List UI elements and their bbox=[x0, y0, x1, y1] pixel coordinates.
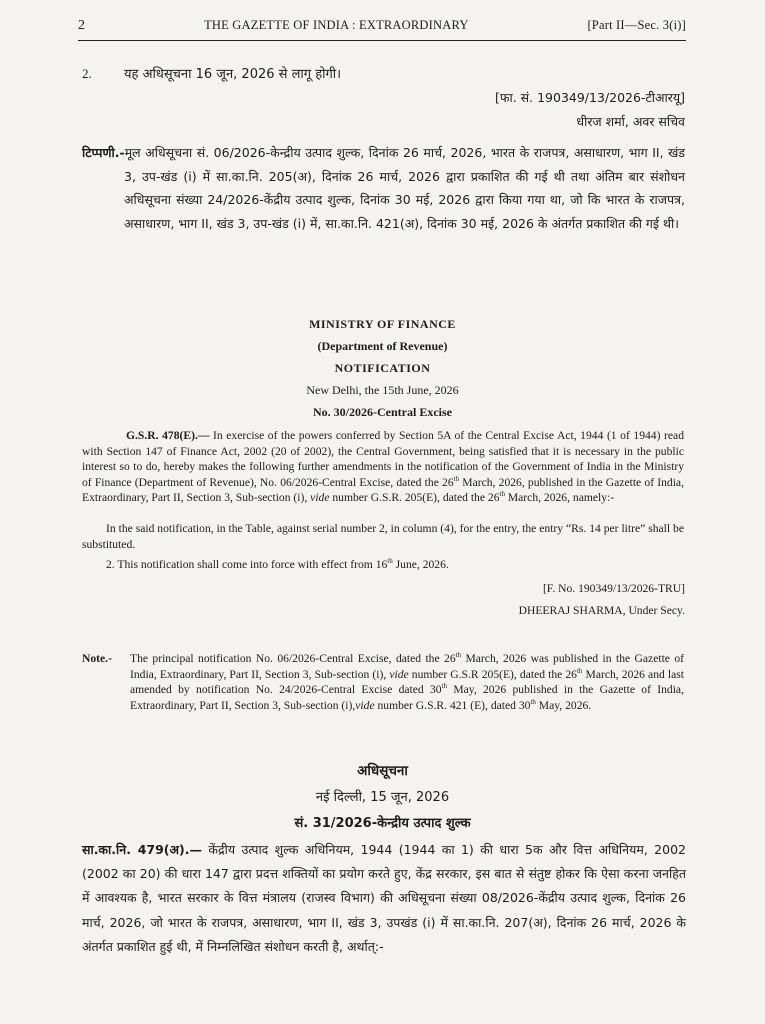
commencement-text: 2. This notification shall come into force with effect from 16 bbox=[106, 558, 388, 571]
gsr-text: In exercise of the powers conferred by Section 5A of the Central Excise Act, 1944 (1 of 1944) read with Section 147 of Finance Act, 2002 (20 of 2002), the Central Government, being satisfied that it is necessary in the public interest so to do, hereby makes the following further amendments in the notification of the Government of India in the Ministry of Finance (Department of Revenue), No. 06/2026-Central Excise, dated the 26 bbox=[82, 429, 684, 489]
hindi-notification-heading: अधिसूचना bbox=[357, 763, 408, 779]
page-number: 2 bbox=[78, 18, 86, 33]
vide-italic: vide bbox=[389, 667, 409, 681]
note-text: number G.S.R. 421 (E), dated 30 bbox=[374, 698, 531, 712]
hindi-gsr-text: केंद्रीय उत्पाद शुल्क अधिनियम, 1944 (1944 का 1) की धारा 5क और वित्त अधिनियम, 2002 (2002 का 20) की धारा 147 द्वारा प्रदत्त शक्तियों का प्रयोग करते हुए, केंद्र सरकार, इस बात से संतुष्ट होकर कि ऐसा करना जनहित में आवश्यक है, भारत सरकार के वित्त मंत्रालय (राजस्व विभाग) की अधिसूचना संख्या 08/2026-केंद्रीय उत्पाद शुल्क, दिनांक 26 मार्च, 2026, जो भारत के राजपत्र, असाधारण, भाग II, खंड 3, उपखंड (i) में सा.का.नि. 207(अ), दिनांक 26 मार्च, 2026 के अंतर्गत प्रकाशित हुई थी, में निम्नलिखित संशोधन करती है, अर्थात्:- bbox=[82, 842, 686, 954]
superscript: th bbox=[499, 490, 505, 499]
hindi-gsr-label: सा.का.नि. 479(अ).— bbox=[82, 842, 203, 857]
hindi-note-label: टिप्पणी.- bbox=[82, 145, 125, 160]
notification-date: New Delhi, the 15th June, 2026 bbox=[306, 383, 459, 397]
department-heading: (Department of Revenue) bbox=[317, 339, 448, 353]
gsr-text: number G.S.R. 205(E), dated the 26 bbox=[329, 491, 500, 504]
notification-heading: NOTIFICATION bbox=[334, 361, 431, 375]
vide-italic: vide bbox=[355, 698, 375, 712]
amendment-text: In the said notification, in the Table, against serial number 2, in column (4), for the entry, the entry “Rs. 14 per litre” shall be substituted. bbox=[82, 522, 684, 551]
gazette-title: THE GAZETTE OF INDIA : EXTRAORDINARY bbox=[204, 18, 469, 32]
hindi-file-number: [फा. सं. 190349/13/2026-टीआरयू] bbox=[494, 90, 685, 105]
gsr-text: March, 2026, published in the Gazette of India, Extraordinary, Part II, Section 3, Sub-section (i), bbox=[82, 475, 684, 504]
hindi-note bbox=[82, 141, 685, 235]
note-text: May, 2026. bbox=[535, 698, 592, 712]
superscript: th bbox=[387, 557, 393, 566]
superscript: th bbox=[441, 682, 448, 691]
signatory: DHEERAJ SHARMA, Under Secy. bbox=[518, 604, 685, 617]
note-label: Note.- bbox=[82, 652, 112, 665]
part-section: [Part II—Sec. 3(i)] bbox=[587, 18, 686, 32]
ministry-heading: MINISTRY OF FINANCE bbox=[309, 317, 456, 331]
note-text: March, 2026 and last amended by notification No. 24/2026-Central Excise dated 30 bbox=[130, 667, 684, 696]
para-number: 2. bbox=[82, 66, 92, 81]
note-body bbox=[130, 651, 684, 713]
table-amendment-paragraph bbox=[82, 521, 684, 552]
note-text: May, 2026 published in the Gazette of India, Extraordinary, Part II, Section 3, Sub-section (i), bbox=[130, 683, 684, 712]
para-text: यह अधिसूचना 16 जून, 2026 से लागू होगी। bbox=[124, 67, 342, 82]
notification-number: No. 30/2026-Central Excise bbox=[313, 405, 452, 419]
page-header bbox=[78, 18, 686, 34]
superscript: th bbox=[530, 697, 536, 706]
hindi-note-text: मूल अधिसूचना सं. 06/2026-केन्द्रीय उत्पाद शुल्क, दिनांक 26 मार्च, 2026, भारत के राजपत्र, असाधारण, भाग II, खंड 3, उप-खंड (i) में सा.का.नि. 205(अ), दिनांक 26 मार्च, 2026 द्वारा प्रकाशित की गई थी तथा अंतिम बार संशोधन अधिसूचना संख्या 24/2026-केंद्रीय उत्पाद शुल्क, दिनांक 30 मई, 2026 द्वारा किया गया था, जो कि भारत के राजपत्र, असाधारण, भाग II, खंड 3, उप-खंड (i) में, सा.का.नि. 421(अ), दिनांक 30 मई, 2026 के अंतर्गत प्रकाशित की गई थी। bbox=[124, 145, 685, 231]
note-text: number G.S.R 205(E), dated the 26 bbox=[408, 667, 577, 681]
hindi-notification-number: सं. 31/2026-केन्द्रीय उत्पाद शुल्क bbox=[294, 816, 471, 831]
superscript: th bbox=[453, 474, 460, 483]
vide-italic: vide bbox=[310, 491, 330, 504]
hindi-notification-date: नई दिल्ली, 15 जून, 2026 bbox=[315, 790, 450, 805]
superscript: th bbox=[576, 666, 583, 675]
hindi-para-2 bbox=[82, 64, 341, 82]
gsr-478-paragraph bbox=[82, 428, 684, 506]
note-text: March, 2026 was published in the Gazette of India, Extraordinary, Part II, Section 3, Sub-section (i), bbox=[130, 652, 684, 681]
gsr-text: March, 2026, namely:- bbox=[504, 491, 615, 504]
english-note bbox=[82, 651, 684, 713]
hindi-gsr-479-paragraph bbox=[82, 838, 686, 959]
header-rule bbox=[78, 40, 686, 41]
gsr-label: G.S.R. 478(E).— bbox=[126, 429, 210, 442]
commencement-paragraph bbox=[106, 558, 449, 571]
file-number: [F. No. 190349/13/2026-TRU] bbox=[542, 582, 685, 595]
commencement-text: June, 2026. bbox=[392, 558, 449, 571]
superscript: th bbox=[455, 651, 462, 660]
hindi-signatory: धीरज शर्मा, अवर सचिव bbox=[576, 114, 685, 129]
note-text: The principal notification No. 06/2026-Central Excise, dated the 26 bbox=[130, 652, 456, 665]
